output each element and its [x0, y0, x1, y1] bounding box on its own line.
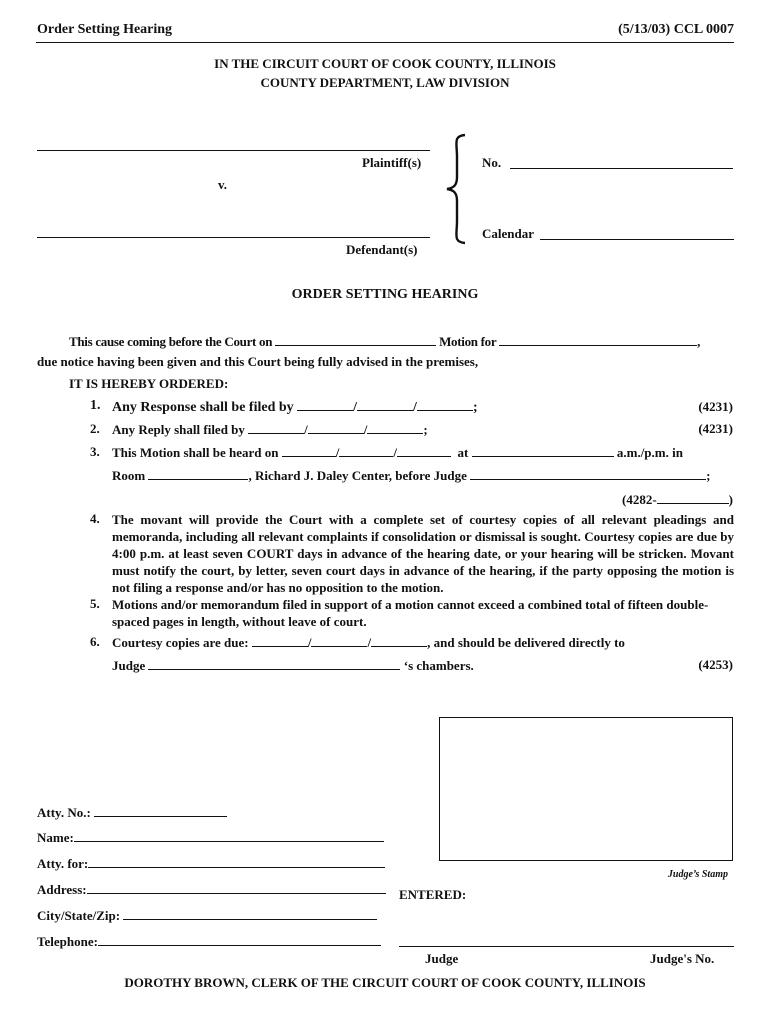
reply-year-field[interactable]	[367, 421, 423, 434]
intro-line-2: due notice having been given and this Court being fully advised in the premises,	[37, 354, 479, 369]
defendant-label: Defendant(s)	[346, 242, 418, 257]
item-6-line-2	[112, 657, 474, 674]
item-3-line-1	[112, 444, 683, 461]
item-6-tail: , and should be delivered directly to	[427, 635, 625, 650]
intro-part-1: This cause coming before the Court on	[69, 334, 273, 349]
entered-judge-label: Judge	[425, 951, 459, 966]
item-3-line-2	[112, 467, 711, 484]
response-day-field[interactable]	[357, 398, 413, 411]
order-title: ORDER SETTING HEARING	[291, 287, 479, 302]
date-sep: /	[413, 400, 417, 415]
judge-stamp-box[interactable]	[439, 717, 733, 861]
item-6-chambers: ‘s chambers.	[403, 658, 474, 673]
item-1-semicolon: ;	[472, 400, 478, 415]
item-2-number: 2.	[90, 421, 100, 436]
plaintiff-field[interactable]	[37, 150, 430, 151]
defendant-field[interactable]	[37, 237, 430, 238]
hearing-month-field[interactable]	[282, 444, 336, 457]
caption-brace	[441, 133, 473, 245]
code-suffix-field[interactable]	[657, 491, 729, 504]
hearing-time-field[interactable]	[472, 444, 614, 457]
item-3-code-close: )	[728, 492, 733, 507]
case-no-label: No.	[482, 155, 502, 170]
intro-line-1	[69, 333, 700, 350]
item-6-judge: Judge	[112, 658, 146, 673]
atty-for-row	[37, 855, 385, 872]
telephone-row	[37, 933, 381, 950]
item-5-number: 5.	[90, 596, 100, 611]
hearing-year-field[interactable]	[397, 444, 451, 457]
atty-no-field[interactable]	[94, 804, 227, 817]
item-3-text: This Motion shall be heard on	[112, 445, 279, 460]
header-rule	[36, 42, 734, 43]
plaintiff-label: Plaintiff(s)	[362, 155, 422, 170]
item-2-code: (4231)	[698, 421, 733, 436]
date-sep: /	[363, 422, 368, 437]
copies-month-field[interactable]	[252, 634, 308, 647]
item-3-code	[622, 491, 733, 508]
copies-day-field[interactable]	[311, 634, 367, 647]
response-month-field[interactable]	[297, 398, 353, 411]
entered-judge-no-label: Judge's No.	[650, 951, 715, 966]
atty-for-label: Atty. for:	[37, 856, 89, 871]
date-sep: /	[367, 635, 372, 650]
intro-part-2: Motion for	[439, 334, 497, 349]
atty-no-label: Atty. No.:	[37, 805, 91, 820]
item-3-center: , Richard J. Daley Center, before Judge	[248, 468, 467, 483]
calendar-field[interactable]	[540, 239, 734, 240]
hearing-day-field[interactable]	[339, 444, 393, 457]
motion-for-field[interactable]	[499, 333, 697, 346]
item-3-ampm: a.m./p.m. in	[616, 445, 683, 460]
reply-day-field[interactable]	[308, 421, 364, 434]
city-row	[37, 907, 377, 924]
room-field[interactable]	[148, 467, 248, 480]
date-sep: /	[353, 400, 358, 415]
motion-date-field[interactable]	[275, 333, 436, 346]
item-6-code: (4253)	[698, 657, 733, 672]
item-1-text: Any Response shall be filed by	[112, 400, 294, 415]
item-2-text: Any Reply shall filed by	[112, 422, 245, 437]
item-1-number: 1.	[90, 398, 101, 413]
item-3-semicolon: ;	[706, 468, 711, 483]
versus-label: v.	[218, 177, 228, 192]
name-label: Name:	[37, 830, 74, 845]
address-label: Address:	[37, 882, 87, 897]
form-title: Order Setting Hearing	[37, 22, 173, 37]
item-2	[112, 421, 428, 438]
city-label: City/State/Zip:	[37, 908, 121, 923]
item-5-text: Motions and/or memorandum filed in support of a motion cannot exceed a combined total of fifteen double-spaced pages in length, without leave of court.	[112, 597, 709, 629]
item-6-text: Courtesy copies are due:	[112, 635, 249, 650]
item-6-line-1	[112, 634, 625, 651]
reply-month-field[interactable]	[248, 421, 304, 434]
hearing-judge-field[interactable]	[470, 467, 706, 480]
court-line-1: IN THE CIRCUIT COURT OF COOK COUNTY, ILLINOIS	[214, 56, 556, 71]
item-3-at: at	[457, 445, 469, 460]
date-sep: /	[393, 445, 398, 460]
case-no-field[interactable]	[510, 168, 733, 169]
form-code: (5/13/03) CCL 0007	[618, 22, 734, 37]
name-row	[37, 829, 384, 846]
judge-stamp-caption: Judge’s Stamp	[667, 869, 728, 880]
copies-year-field[interactable]	[371, 634, 427, 647]
date-sep: /	[335, 445, 340, 460]
item-3-room: Room	[112, 468, 146, 483]
calendar-label: Calendar	[482, 226, 534, 241]
telephone-label: Telephone:	[37, 934, 98, 949]
atty-for-field[interactable]	[88, 855, 385, 868]
intro-comma: ,	[697, 334, 701, 349]
item-4-text: The movant will provide the Court with a complete set of courtesy copies of all relevant pleadings and memoranda, including all relevant complaints if consolidation or dismissal is sought. Courtesy copies are due by 4:00 p.m. at least seven COURT days in advance of the hearing date, or your hearing will be stricken. Movant must notify the court, by letter, seven court days in advance of the hearing, if the party opposing the motion is not filing a response and/or has no opposition to the motion.	[112, 512, 734, 595]
date-sep: /	[304, 422, 308, 437]
name-field[interactable]	[74, 829, 384, 842]
telephone-field[interactable]	[98, 933, 381, 946]
item-1	[112, 398, 478, 416]
entered-signature-line[interactable]	[399, 946, 734, 947]
response-year-field[interactable]	[417, 398, 473, 411]
city-field[interactable]	[123, 907, 377, 920]
court-line-2: COUNTY DEPARTMENT, LAW DIVISION	[260, 75, 510, 90]
ordered-heading: IT IS HEREBY ORDERED:	[69, 376, 229, 391]
item-3-number: 3.	[90, 444, 100, 459]
item-3-code-open: (4282-	[621, 492, 657, 507]
item-1-code: (4231)	[698, 399, 733, 414]
item-6-number: 6.	[90, 634, 100, 649]
item-2-semicolon: ;	[423, 422, 428, 437]
address-field[interactable]	[87, 881, 386, 894]
chambers-judge-field[interactable]	[148, 657, 400, 670]
date-sep: /	[307, 635, 312, 650]
item-4-number: 4.	[90, 511, 100, 526]
entered-label: ENTERED:	[399, 887, 467, 902]
atty-no-row	[37, 804, 227, 821]
address-row	[37, 881, 386, 898]
clerk-footer: DOROTHY BROWN, CLERK OF THE CIRCUIT COURT OF COOK COUNTY, ILLINOIS	[124, 975, 646, 990]
